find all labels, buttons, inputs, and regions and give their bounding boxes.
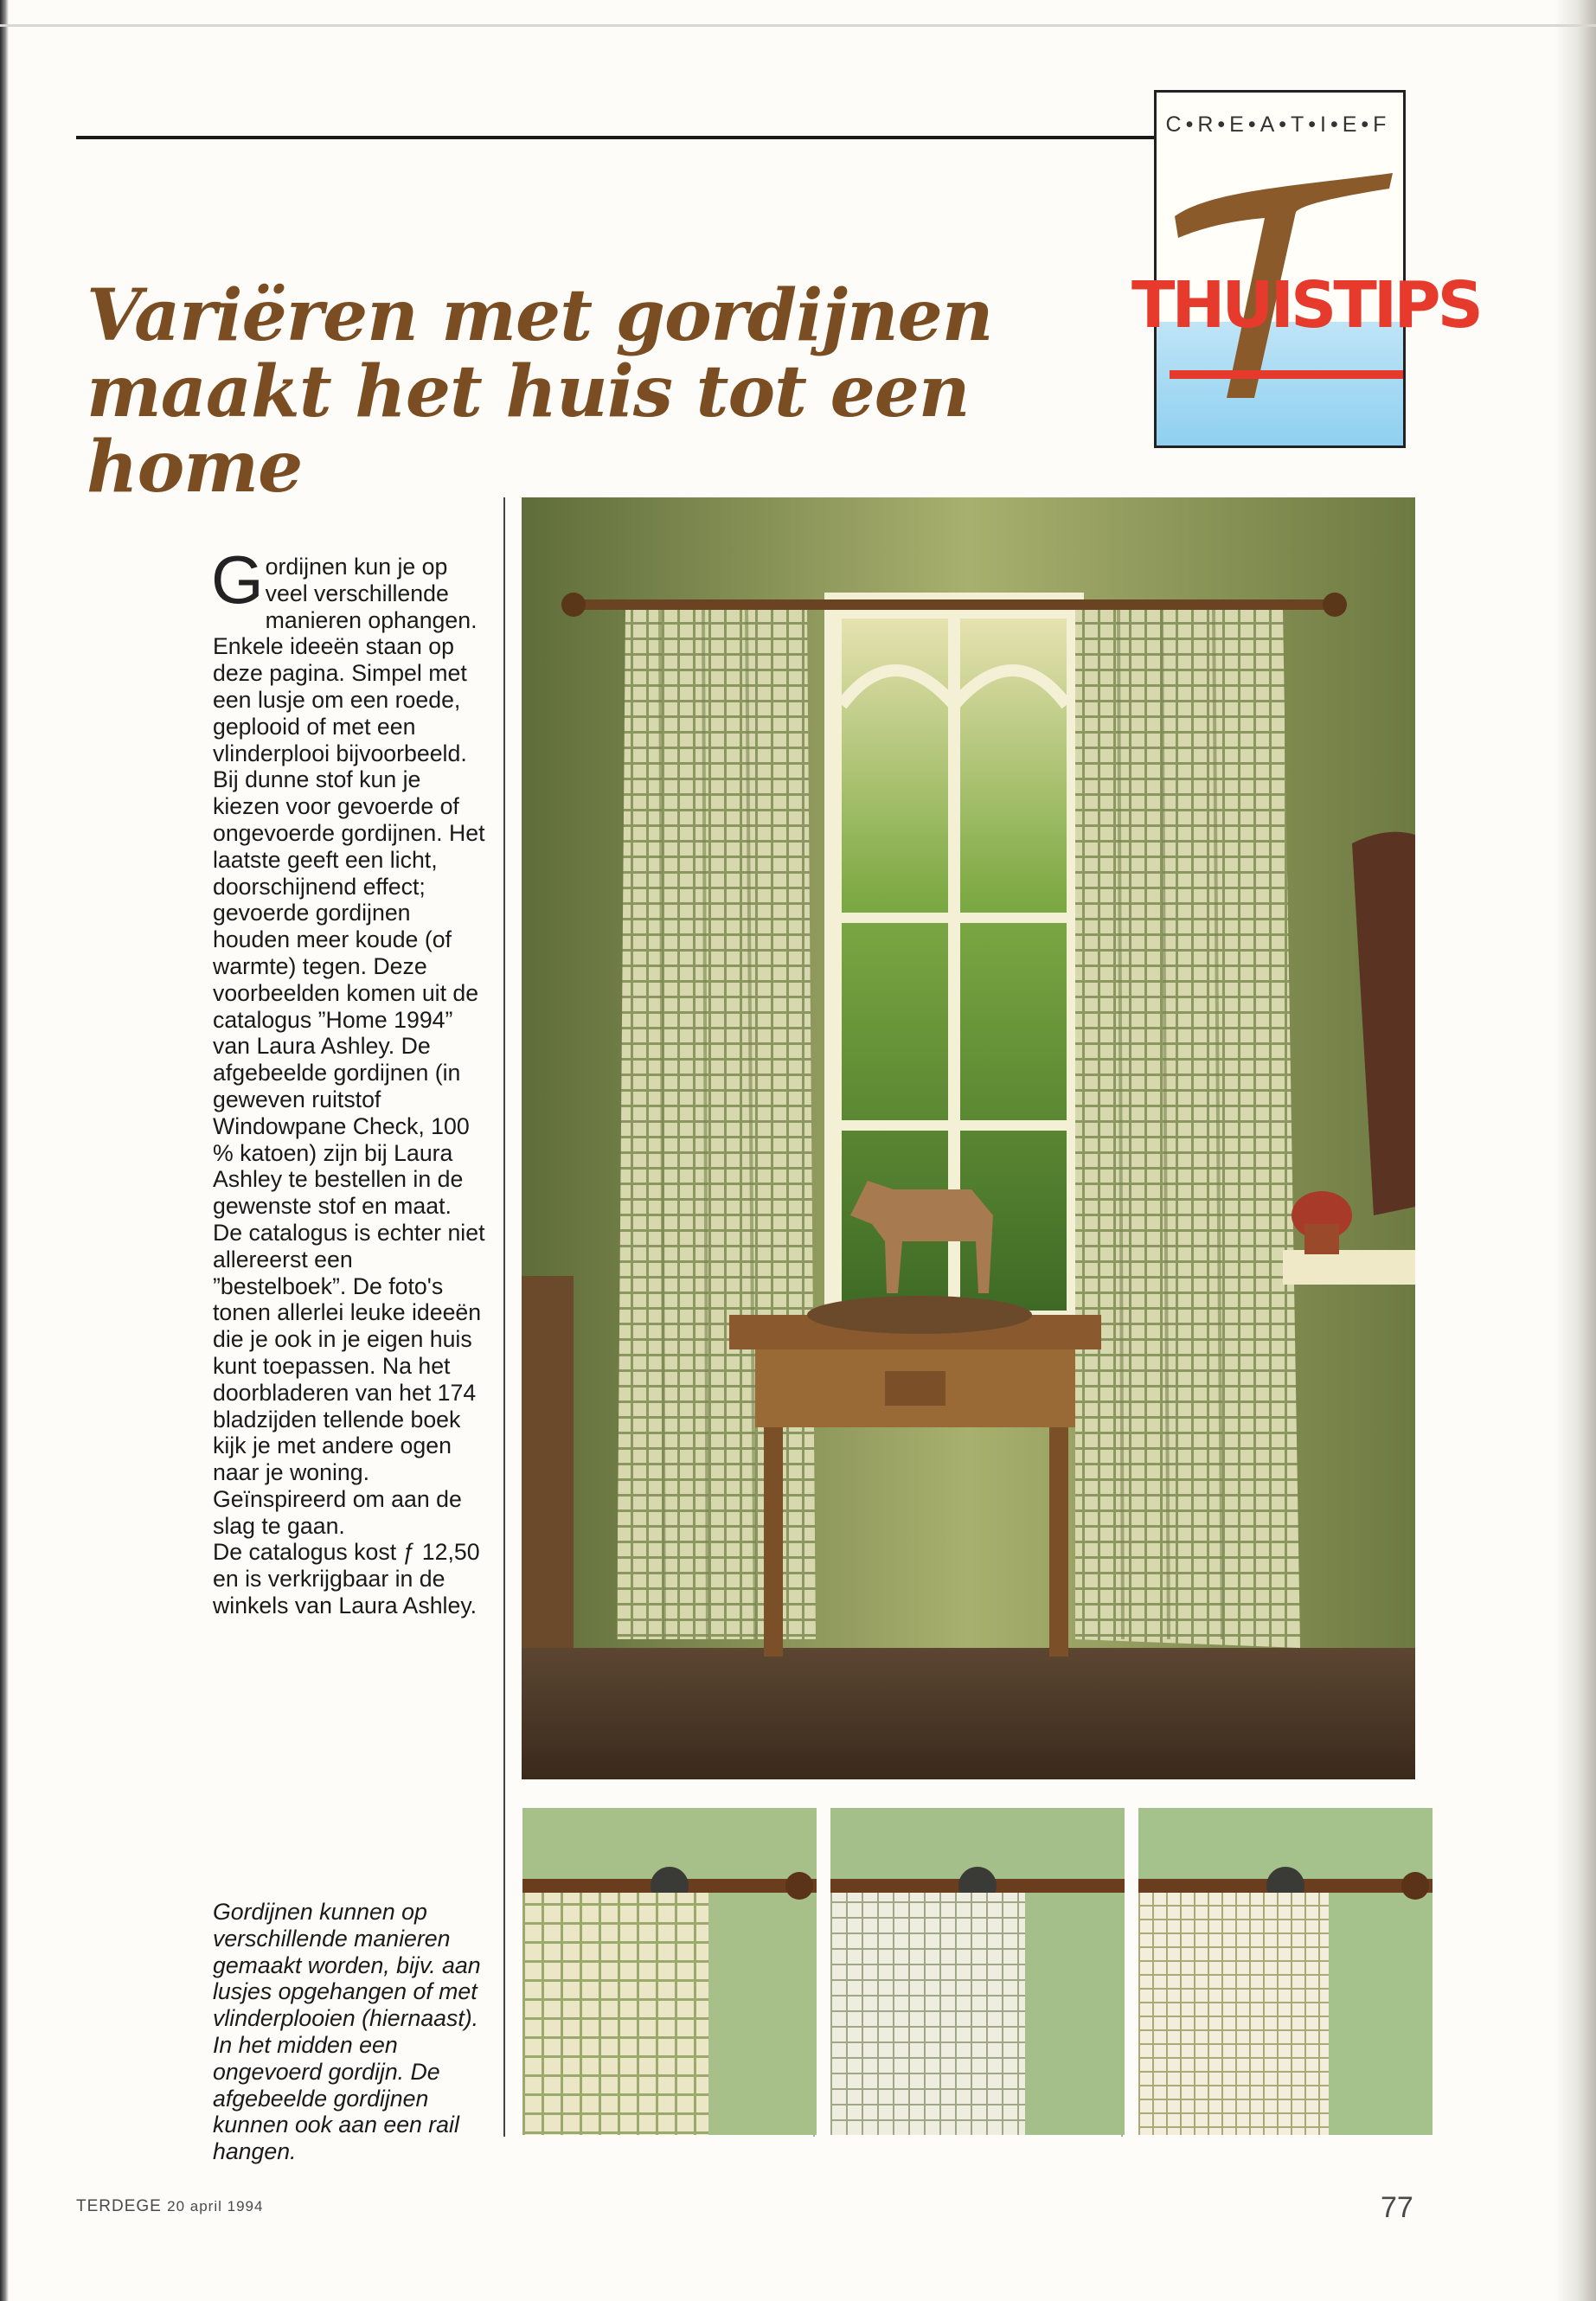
curtain-heading-illustration [522, 1808, 817, 2135]
publication-date: 20 april 1994 [167, 2198, 264, 2214]
publication-name: TERDEGE [76, 2197, 162, 2215]
drop-cap: G [211, 542, 264, 618]
curtain-heading-illustration [1138, 1808, 1433, 2135]
article-paragraph: De catalogus is echter niet allereerst een ”bestelboek”. De foto's tonen allerlei leuke ideeën die je ook in je eigen huis kunt toepassen. Na het doorbladeren van het 174 bladzijden tellende boek kijk je met andere ogen naar je woning. Geïnspireerd om aan de slag te gaan. [213, 1219, 485, 1539]
page-title [87, 274, 1107, 510]
thumb-photo-unlined [830, 1808, 1125, 2135]
footer-publication [76, 2197, 263, 2216]
room-illustration [522, 497, 1415, 1779]
logo-kicker: C•R•E•A•T•I•E•F [1165, 112, 1391, 137]
main-photo-curtains [522, 497, 1415, 1779]
curtain-heading-illustration [830, 1808, 1125, 2135]
title-line-1: Variëren met gordijnen [87, 274, 993, 357]
article-paragraph [211, 542, 490, 1220]
article-paragraph: De catalogus kost ƒ 12,50 en is verkrijgbaar in de winkels van Laura Ashley. [213, 1539, 480, 1619]
article-body [211, 542, 490, 1619]
scan-edge-right [1554, 0, 1596, 2301]
scan-edge-left [0, 0, 9, 2301]
creatief-thuistips-logo [1131, 87, 1480, 443]
photo-caption: Gordijnen kunnen op verschillende manieren gemaakt worden, bijv. aan lusjes opgehangen of met vlinderplooien (hiernaast). In het midden een ongevoerd gordijn. De afgebeelde gordijnen kunnen ook aan een rail hangen. [213, 1899, 481, 2165]
logo-wordmark: THUISTIPS [1131, 268, 1480, 343]
title-line-2: maakt het huis tot een home [87, 349, 970, 510]
scan-edge-top [0, 24, 1596, 27]
column-divider [503, 497, 505, 2137]
thumb-photo-loops [522, 1808, 817, 2135]
thumb-photo-pinch-pleat [1138, 1808, 1433, 2135]
page-number: 77 [1381, 2191, 1413, 2224]
paragraph-text: ordijnen kun je op veel verschillende manieren ophangen. Enkele ideeën staan op deze pagina. Simpel met een lusje om een roede, geplooid of met een vlinderplooi bijvoorbeeld. Bij dunne stof kun je kiezen voor gevoerde of ongevoerde gordijnen. Het laatste geeft een licht, doorschijnend effect; gevoerde gordijnen houden meer koude (of warmte) tegen. Deze voorbeelden komen uit de catalogus ”Home 1994” van Laura Ashley. De afgebeelde gordijnen (in geweven ruitstof Windowpane Check, 100 % katoen) zijn bij Laura Ashley te bestellen in de gewenste stof en maat. [213, 554, 485, 1220]
